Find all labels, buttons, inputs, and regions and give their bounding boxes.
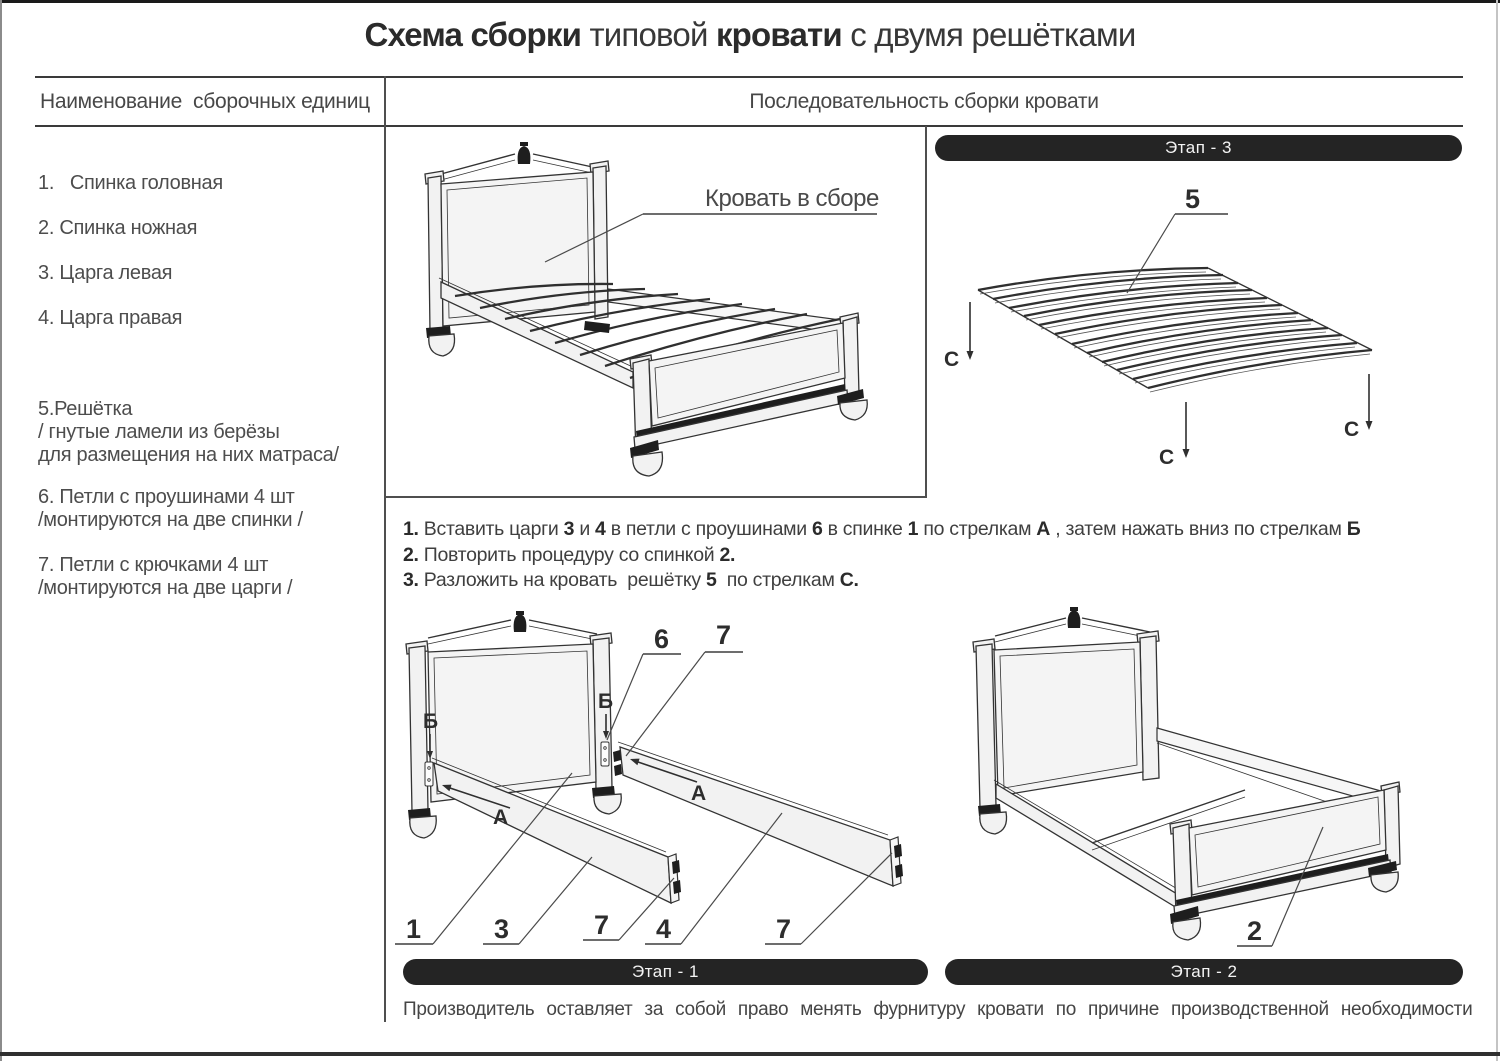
page-top-border [0,0,1500,3]
headboard-ornament [1068,610,1081,628]
parts-list-item: 4. Царга правая [38,307,183,329]
parts-list-item: 3. Царга левая [38,262,173,284]
part-label-2: 2 [1246,916,1262,946]
slat-base [978,268,1372,392]
parts-list-item: 1. Спинка головная [38,172,223,194]
part-label-7: 7 [593,910,609,940]
stage3-slat-base-drawing [930,130,1500,510]
stage2-drawing [940,600,1500,955]
parts-list-item: 6. Петли с проушинами 4 шт /монтируются на две спинки / [38,486,303,531]
stage1-drawing [395,610,935,960]
arrow-label-a: А [691,782,706,805]
arrow-label-c: С [1159,446,1174,469]
part-label-7: 7 [775,914,791,944]
instruction-line-3: 3. Разложить на кровать решётку 5 по стрелкам С. [403,569,859,591]
assembled-bed-drawing [385,126,927,497]
arrow-label-b: Б [598,690,613,713]
page-bottom-border [0,1052,1500,1056]
parts-list-item: 2. Спинка ножная [38,217,198,239]
title-divider [35,76,1463,78]
instruction-line-2: 2. Повторить процедуру со спинкой 2. [403,543,736,566]
headboard-ornament [514,614,527,632]
part-label-4: 4 [655,914,671,944]
stage3-banner: Этап - 3 [935,135,1462,161]
part-label-1: 1 [405,914,421,944]
headboard-ornament [518,146,531,164]
parts-column-header: Наименование сборочных единиц [40,90,370,113]
instruction-line-1: 1. Вставить царги 3 и 4 в петли с проушинами 6 в спинке 1 по стрелкам А , затем нажать вниз по стрелкам Б [403,518,1361,540]
callout-text: Кровать в сборе [705,185,879,212]
part-label-6: 6 [653,624,669,654]
page-title: Схема сборки типовой кровати с двумя решётками [364,16,1136,53]
part-label-5: 5 [1184,184,1200,214]
stage3-labels [944,184,1373,469]
manufacturer-note: Производитель оставляет за собой право менять фурнитуру кровати по причине производственной необходимости [403,999,1473,1020]
part-label-3: 3 [493,914,509,944]
parts-list-item: 5.Решётка / гнутые ламели из берёзы для размещения на них матраса/ [38,398,339,466]
part-label-7: 7 [715,620,731,650]
stage1-banner: Этап - 1 [403,959,928,985]
arrow-label-b: Б [423,710,438,733]
footboard [630,313,867,476]
sequence-column-header: Последовательность сборки кровати [749,90,1099,113]
arrow-label-c: С [1344,418,1359,441]
page-left-border [0,0,2,1061]
arrow-label-c: С [944,348,959,371]
arrow-label-a: А [493,806,508,829]
assembly-instructions [403,517,1360,594]
stage2-banner: Этап - 2 [945,959,1463,985]
parts-list-item: 7. Петли с крючками 4 шт /монтируются на две царги / [38,554,293,599]
